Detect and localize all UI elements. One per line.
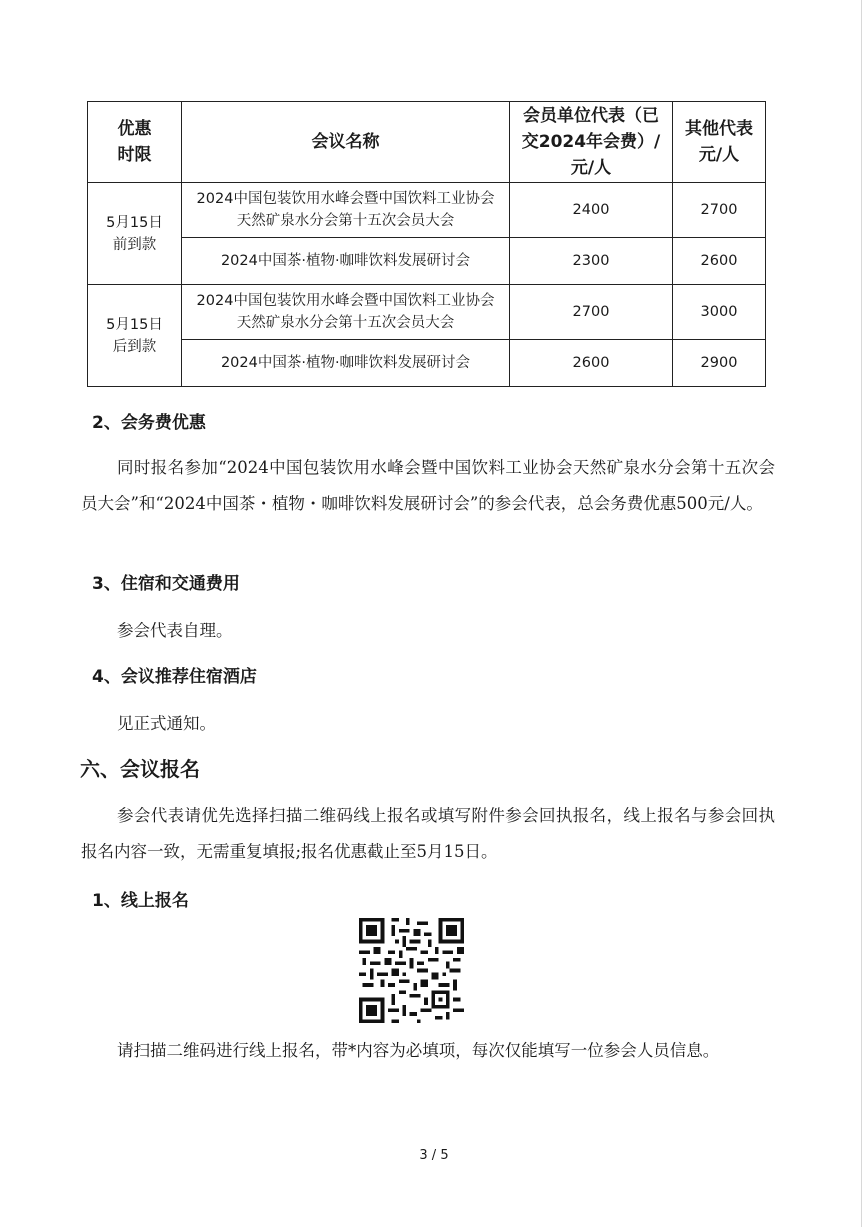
section-discount-text: 同时报名参加“2024中国包装饮用水峰会暨中国饮料工业协会天然矿泉水分会第十五次会员大会”和“2024中国茶・植物・咖啡饮料发展研讨会”的参会代表，总会务费优惠500元/人。 bbox=[81, 458, 775, 513]
section-registration-title: 六、会议报名 bbox=[80, 757, 200, 781]
other-price-cell: 3000 bbox=[673, 285, 766, 340]
section-lodging-text: 参会代表自理。 bbox=[117, 621, 233, 640]
section-discount-title: 2、会务费优惠 bbox=[92, 413, 206, 433]
scan-edge-line bbox=[861, 0, 862, 1227]
meeting-name-cell: 2024中国茶·植物·咖啡饮料发展研讨会 bbox=[182, 238, 510, 285]
member-price-cell: 2700 bbox=[510, 285, 673, 340]
member-price-cell: 2300 bbox=[510, 238, 673, 285]
qr-code-icon[interactable] bbox=[359, 918, 464, 1023]
page-number: 3 / 5 bbox=[419, 1148, 449, 1163]
section-lodging-title: 3、住宿和交通费用 bbox=[92, 574, 240, 594]
section-hotel-title: 4、会议推荐住宿酒店 bbox=[92, 667, 257, 687]
header-member: 会员单位代表（已交2024年会费）/元/人 bbox=[510, 102, 673, 183]
meeting-name-cell: 2024中国包装饮用水峰会暨中国饮料工业协会天然矿泉水分会第十五次会员大会 bbox=[182, 285, 510, 340]
period-cell: 5月15日前到款 bbox=[88, 183, 182, 285]
table-row bbox=[88, 238, 766, 285]
header-period: 优惠时限 bbox=[88, 102, 182, 183]
table-row bbox=[88, 285, 766, 340]
member-price-cell: 2600 bbox=[510, 340, 673, 387]
online-registration-title: 1、线上报名 bbox=[92, 891, 189, 911]
online-registration-text: 请扫描二维码进行线上报名，带*内容为必填项，每次仅能填写一位参会人员信息。 bbox=[117, 1041, 720, 1060]
member-price-cell: 2400 bbox=[510, 183, 673, 238]
header-other: 其他代表元/人 bbox=[673, 102, 766, 183]
meeting-name-cell: 2024中国包装饮用水峰会暨中国饮料工业协会天然矿泉水分会第十五次会员大会 bbox=[182, 183, 510, 238]
fee-table bbox=[87, 101, 766, 387]
meeting-name-cell: 2024中国茶·植物·咖啡饮料发展研讨会 bbox=[182, 340, 510, 387]
period-cell: 5月15日后到款 bbox=[88, 285, 182, 387]
other-price-cell: 2900 bbox=[673, 340, 766, 387]
table-header-row bbox=[88, 102, 766, 183]
header-name: 会议名称 bbox=[182, 102, 510, 183]
section-hotel-text: 见正式通知。 bbox=[117, 714, 216, 733]
section-registration-text: 参会代表请优先选择扫描二维码线上报名或填写附件参会回执报名，线上报名与参会回执报名内容一致，无需重复填报;报名优惠截止至5月15日。 bbox=[81, 806, 775, 861]
other-price-cell: 2600 bbox=[673, 238, 766, 285]
table-row bbox=[88, 183, 766, 238]
table-row bbox=[88, 340, 766, 387]
other-price-cell: 2700 bbox=[673, 183, 766, 238]
